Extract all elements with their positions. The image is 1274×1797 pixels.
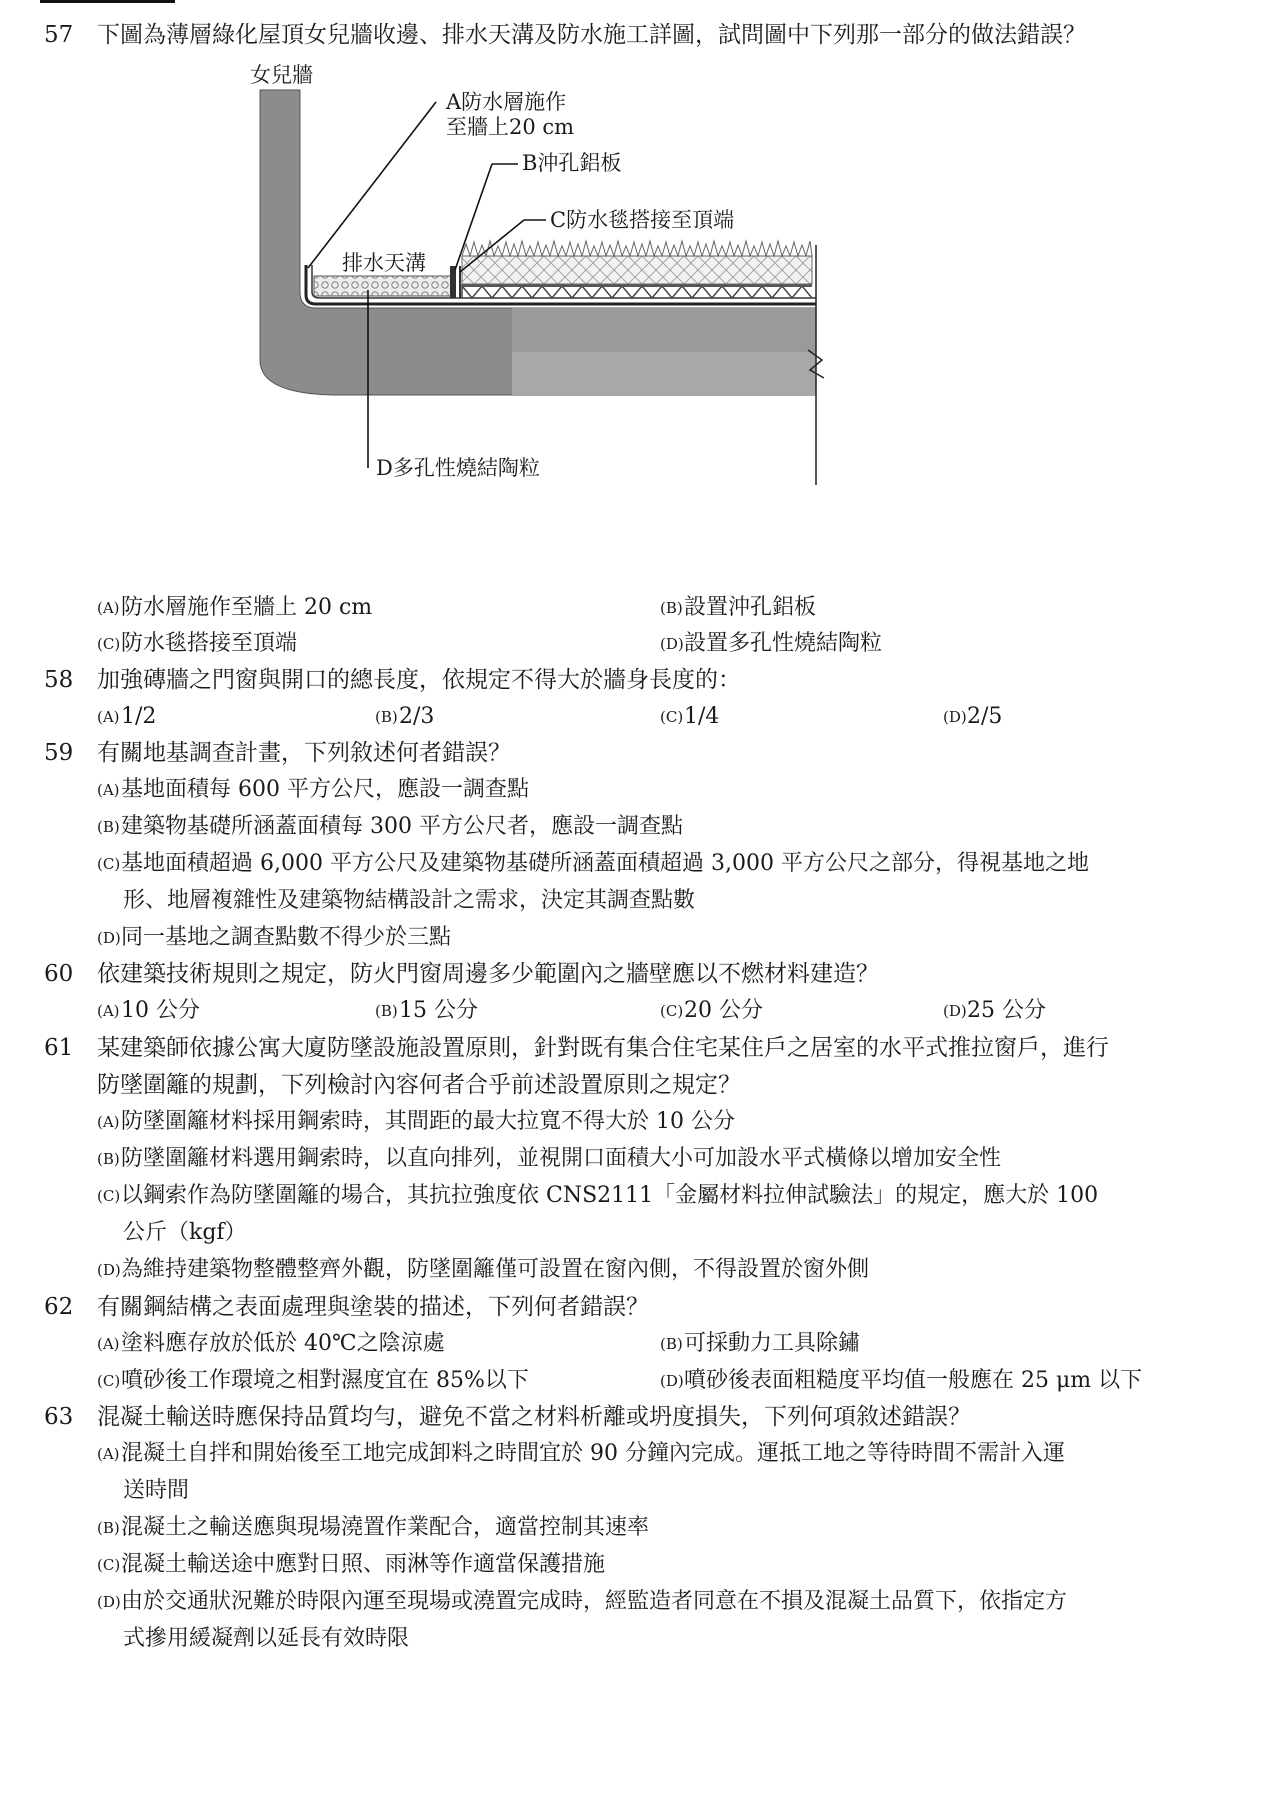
- option-text: 1/2: [121, 704, 157, 729]
- option-63-a-continued: [123, 1472, 189, 1509]
- question-number: 61: [44, 1035, 74, 1061]
- option-57-a[interactable]: [97, 589, 372, 627]
- option-marker: (D): [943, 1002, 967, 1020]
- option-marker: (B): [660, 1335, 683, 1353]
- question-text: 某建築師依據公寓大廈防墜設施設置原則，針對既有集合住宅某住戶之居室的水平式推拉窗戶，進行: [97, 1035, 1109, 1061]
- option-text: 20 公分: [684, 998, 763, 1023]
- option-marker: (A): [97, 1002, 120, 1020]
- option-text: 基地面積超過 6,000 平方公尺及建築物基礎所涵蓋面積超過 3,000 平方公尺之部分，得視基地之地: [121, 851, 1089, 876]
- option-62-a[interactable]: [97, 1325, 445, 1363]
- option-61-c[interactable]: [97, 1177, 1098, 1215]
- label-a-line2: 至牆上20 cm: [446, 115, 575, 139]
- option-text: 防水毯搭接至頂端: [121, 631, 298, 656]
- option-61-b[interactable]: [97, 1140, 1001, 1178]
- option-57-d[interactable]: [660, 625, 882, 663]
- option-57-b[interactable]: [660, 589, 816, 627]
- option-marker: (C): [97, 855, 121, 873]
- option-59-c-continued: [123, 882, 695, 919]
- option-63-b[interactable]: [97, 1509, 649, 1547]
- option-62-c[interactable]: [97, 1362, 529, 1400]
- option-text: 基地面積每 600 平方公尺，應設一調查點: [121, 777, 529, 802]
- option-59-d[interactable]: [97, 919, 451, 957]
- option-text: 塗料應存放於低於 40℃之陰涼處: [121, 1331, 445, 1356]
- drainage-board: [462, 286, 812, 298]
- perforated-aluminum-plate: [450, 266, 456, 298]
- option-marker: (A): [97, 708, 120, 726]
- option-58-a[interactable]: [97, 698, 156, 736]
- option-marker: (D): [660, 635, 684, 653]
- option-text: 建築物基礎所涵蓋面積每 300 平方公尺者，應設一調查點: [121, 814, 683, 839]
- label-d: D多孔性燒結陶粒: [376, 456, 540, 480]
- option-63-d[interactable]: [97, 1583, 1067, 1621]
- option-marker: (D): [943, 708, 967, 726]
- option-marker: (A): [97, 781, 120, 799]
- option-63-a[interactable]: [97, 1435, 1065, 1473]
- option-59-b[interactable]: [97, 808, 683, 846]
- option-59-a[interactable]: [97, 771, 529, 809]
- label-c: C防水毯搭接至頂端: [550, 208, 735, 232]
- option-text: 同一基地之調查點數不得少於三點: [121, 925, 452, 950]
- grass: [462, 241, 812, 256]
- question-text: 有關地基調查計畫，下列敘述何者錯誤？: [97, 740, 511, 766]
- option-marker: (A): [97, 1113, 120, 1131]
- question-text: 防墜圍籬的規劃，下列檢討內容何者合乎前述設置原則之規定？: [97, 1072, 741, 1098]
- option-marker: (D): [97, 1593, 121, 1611]
- option-marker: (C): [660, 1002, 684, 1020]
- option-marker: (D): [97, 1261, 121, 1279]
- question-number: 60: [44, 961, 74, 987]
- option-61-d[interactable]: [97, 1251, 869, 1289]
- option-62-d[interactable]: [660, 1362, 1142, 1400]
- question-number: 59: [44, 740, 74, 766]
- option-58-b[interactable]: [375, 698, 434, 736]
- option-text: 1/4: [684, 704, 720, 729]
- question-number: 58: [44, 667, 74, 693]
- option-marker: (B): [375, 1002, 398, 1020]
- option-marker: (A): [97, 599, 120, 617]
- question-text: 混凝土輸送時應保持品質均勻，避免不當之材料析離或坍度損失，下列何項敘述錯誤？: [97, 1404, 971, 1430]
- option-marker: (D): [660, 1372, 684, 1390]
- option-61-a[interactable]: [97, 1103, 735, 1141]
- option-text: 以鋼索作為防墜圍籬的場合，其抗拉強度依 CNS2111「金屬材料拉伸試驗法」的規定，應大於 100: [121, 1183, 1099, 1208]
- option-marker: (C): [660, 708, 684, 726]
- question-number: 57: [44, 22, 74, 48]
- option-62-b[interactable]: [660, 1325, 860, 1363]
- option-63-c[interactable]: [97, 1546, 605, 1584]
- gutter-label: 排水天溝: [342, 251, 426, 275]
- option-marker: (C): [97, 635, 121, 653]
- option-marker: (B): [97, 818, 120, 836]
- parapet-label: 女兒牆: [250, 63, 313, 87]
- option-text: 式摻用緩凝劑以延長有效時限: [123, 1626, 410, 1651]
- option-marker: (C): [97, 1372, 121, 1390]
- option-marker: (A): [97, 1335, 120, 1353]
- roof-detail-diagram: [250, 60, 870, 500]
- label-a-line1: A防水層施作: [446, 90, 567, 114]
- option-59-c[interactable]: [97, 845, 1089, 883]
- option-text: 10 公分: [121, 998, 200, 1023]
- option-text: 送時間: [123, 1478, 190, 1503]
- option-text: 防墜圍籬材料選用鋼索時，以直向排列，並視開口面積大小可加設水平式橫條以增加安全性: [121, 1146, 1002, 1171]
- question-text: 下圖為薄層綠化屋頂女兒牆收邊、排水天溝及防水施工詳圖，試問圖中下列那一部分的做法錯誤？: [97, 22, 1086, 48]
- option-text: 15 公分: [399, 998, 478, 1023]
- option-text: 混凝土之輸送應與現場澆置作業配合，適當控制其速率: [121, 1515, 650, 1540]
- option-58-c[interactable]: [660, 698, 719, 736]
- leader-a: [308, 102, 436, 268]
- question-number: 63: [44, 1404, 74, 1430]
- option-marker: (C): [97, 1187, 121, 1205]
- option-marker: (A): [97, 1445, 120, 1463]
- option-marker: (B): [97, 1519, 120, 1537]
- option-text: 防墜圍籬材料採用鋼索時，其間距的最大拉寬不得大於 10 公分: [121, 1109, 735, 1134]
- option-text: 設置多孔性燒結陶粒: [684, 631, 883, 656]
- option-text: 由於交通狀況難於時限內運至現場或澆置完成時，經監造者同意在不損及混凝土品質下，依指定方: [121, 1589, 1068, 1614]
- option-text: 可採動力工具除鏽: [684, 1331, 861, 1356]
- option-marker: (B): [660, 599, 683, 617]
- option-60-d[interactable]: [943, 992, 1046, 1030]
- option-marker: (B): [375, 708, 398, 726]
- option-text: 混凝土自拌和開始後至工地完成卸料之時間宜於 90 分鐘內完成。運抵工地之等待時間不需計入運: [121, 1441, 1065, 1466]
- option-text: 公斤（kgf）: [123, 1220, 247, 1245]
- option-58-d[interactable]: [943, 698, 1002, 736]
- option-marker: (C): [97, 1556, 121, 1574]
- option-text: 2/5: [967, 704, 1003, 729]
- option-63-d-continued: [123, 1620, 409, 1657]
- option-text: 為維持建築物整體整齊外觀，防墜圍籬僅可設置在窗內側，不得設置於窗外側: [121, 1257, 870, 1282]
- option-text: 25 公分: [967, 998, 1046, 1023]
- option-text: 噴砂後工作環境之相對濕度宜在 85%以下: [121, 1368, 529, 1393]
- option-text: 防水層施作至牆上 20 cm: [121, 595, 373, 620]
- header-rule: [40, 0, 175, 3]
- option-text: 混凝土輸送途中應對日照、雨淋等作適當保護措施: [121, 1552, 606, 1577]
- label-b: B沖孔鋁板: [522, 151, 622, 175]
- option-text: 形、地層複雜性及建築物結構設計之需求，決定其調查點數: [123, 888, 696, 913]
- option-text: 設置沖孔鋁板: [684, 595, 817, 620]
- question-text: 依建築技術規則之規定，防火門窗周邊多少範圍內之牆壁應以不燃材料建造？: [97, 961, 879, 987]
- option-61-c-continued: [123, 1214, 247, 1251]
- option-57-c[interactable]: [97, 625, 297, 663]
- option-text: 噴砂後表面粗糙度平均值一般應在 25 μm 以下: [684, 1368, 1143, 1393]
- ceramic-pebble-fill: [314, 276, 452, 296]
- option-60-a[interactable]: [97, 992, 200, 1030]
- question-text: 有關鋼結構之表面處理與塗裝的描述，下列何者錯誤？: [97, 1294, 649, 1320]
- option-60-b[interactable]: [375, 992, 478, 1030]
- question-number: 62: [44, 1294, 74, 1320]
- question-text: 加強磚牆之門窗與開口的總長度，依規定不得大於牆身長度的：: [97, 667, 741, 693]
- option-marker: (B): [97, 1150, 120, 1168]
- soil-layer: [462, 256, 812, 284]
- option-marker: (D): [97, 929, 121, 947]
- option-text: 2/3: [399, 704, 435, 729]
- option-60-c[interactable]: [660, 992, 763, 1030]
